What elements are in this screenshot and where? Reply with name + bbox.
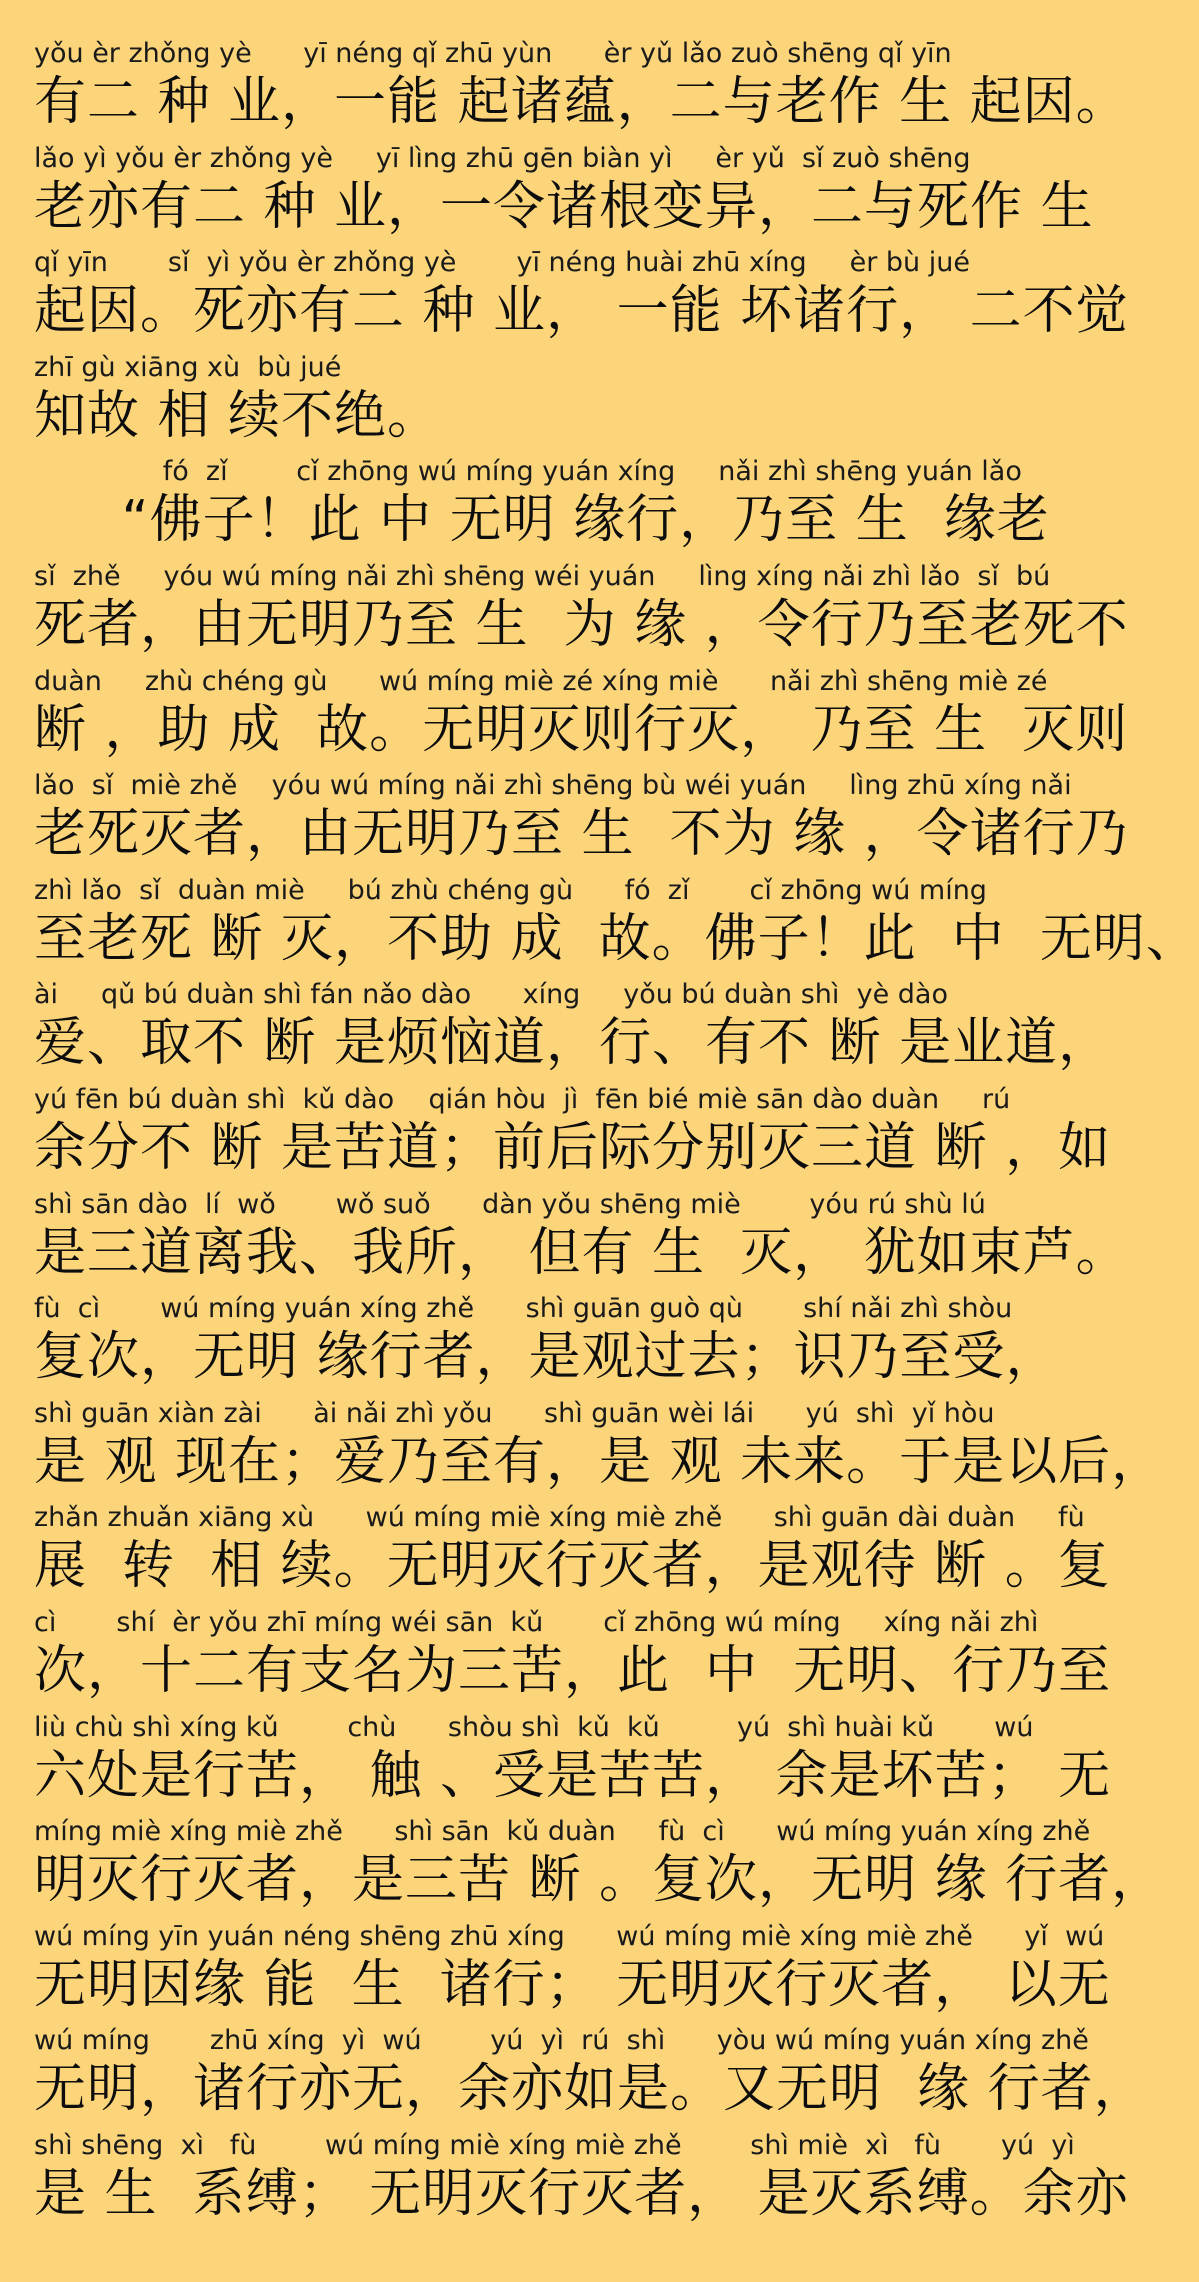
text-line [34, 456, 1050, 561]
hanzi-line: 六处是行苦， 触 、受是苦苦， 余是坏苦； 无 [34, 1745, 1112, 1806]
pinyin-line: yú fēn bú duàn shì kǔ dào qián hòu jì fēn bié miè sān dào duàn rú [34, 1083, 1011, 1115]
hanzi-line: 爱、取不 断 是烦恼道，行、有不 断 是业道， [34, 1013, 1112, 1074]
hanzi-line: 老死灭者，由无明乃至 生 不为 缘 ，令诸行乃 [34, 804, 1129, 865]
hanzi-line: 有二 种 业，一能 起诸蕴，二与老作 生 起因。 [34, 72, 1129, 132]
text-line [34, 979, 1112, 1084]
hanzi-line: 是三道离我、我所， 但有 生 灭， 犹如束芦。 [34, 1222, 1129, 1283]
pinyin-line: qǐ yīn sǐ yì yǒu èr zhǒng yè yī néng huài zhū xíng èr bù jué [34, 247, 970, 279]
hanzi-line: 明灭行灭者，是三苦 断 。复次，无明 缘 行者， [34, 1850, 1165, 1911]
pinyin-line: shì shēng xì fù wú míng miè xíng miè zhě shì miè xì fù yú yì [34, 2129, 1075, 2161]
hanzi-line: 次，十二有支名为三苦，此 中 无明、行乃至 [34, 1640, 1112, 1701]
pinyin-line: duàn zhù chéng gù wú míng miè zé xíng miè nǎi zhì shēng miè zé [34, 665, 1048, 697]
hanzi-line: 断 ，助 成 故。无明灭则行灭， 乃至 生 灭则 [34, 699, 1129, 760]
text-line [34, 352, 1046, 457]
pinyin-line: yǒu èr zhǒng yè yī néng qǐ zhū yùn èr yǔ lǎo zuò shēng qǐ yīn [34, 38, 952, 69]
text-line [34, 1816, 1165, 1921]
text-line [34, 1083, 1112, 1189]
pinyin-line: fó zǐ cǐ zhōng wú míng yuán xíng nǎi zhì shēng yuán lǎo [34, 456, 1022, 488]
pinyin-line: sǐ zhě yóu wú míng nǎi zhì shēng wéi yuán lìng xíng nǎi zhì lǎo sǐ bú [34, 560, 1051, 592]
hanzi-line: 死者，由无明乃至 生 为 缘 ，令行乃至老死不 [34, 594, 1129, 655]
hanzi-line: 展 转 相 续。无明灭行灭者，是观待 断 。复 [34, 1536, 1111, 1597]
pinyin-line: zhì lǎo sǐ duàn miè bú zhù chéng gù fó zǐ cǐ zhōng wú míng [34, 874, 987, 906]
hanzi-line: 老亦有二 种 业，一令诸根变异，二与死作 生 [34, 176, 1094, 237]
text-line [34, 2025, 1147, 2130]
pinyin-line: wú míng yīn yuán néng shēng zhū xíng wú míng miè xíng miè zhě yǐ wú [34, 1920, 1105, 1952]
hanzi-line: 余分不 断 是苦道；前后际分别灭三道 断 ，如 [34, 1117, 1112, 1178]
text-line [34, 38, 1129, 143]
pinyin-line: lǎo sǐ miè zhě yóu wú míng nǎi zhì shēng bù wéi yuán lìng zhū xíng nǎi [34, 770, 1072, 802]
pinyin-line: cì shí èr yǒu zhī míng wéi sān kǔ cǐ zhōng wú míng xíng nǎi zhì [34, 1606, 1039, 1638]
hanzi-line: 复次，无明 缘行者，是观过去；识乃至受， [34, 1327, 1059, 1388]
text-line [34, 2129, 1129, 2235]
pinyin-line: ài qǔ bú duàn shì fán nǎo dào xíng yǒu bú duàn shì yè dào [34, 979, 948, 1011]
hanzi-line: 知故 相 续不绝。 [34, 385, 441, 446]
hanzi-line: 至老死 断 灭，不助 成 故。佛子！此 中 无明、 [34, 908, 1199, 969]
pinyin-line: zhī gù xiāng xù bù jué [34, 351, 342, 383]
hanzi-line: “佛子！此 中 无明 缘行，乃至 生 缘老 [34, 490, 1050, 551]
text-line [34, 1188, 1129, 1294]
text-line [34, 1606, 1112, 1712]
text-line [34, 142, 1094, 248]
text-line [34, 1502, 1111, 1607]
hanzi-line: 无明因缘 能 生 诸行； 无明灭行灭者， 以无 [34, 1954, 1111, 2015]
pinyin-line: wú míng zhū xíng yì wú yú yì rú shì yòu wú míng yuán xíng zhě [34, 2025, 1089, 2057]
text-line [34, 874, 1199, 980]
text-line [34, 1920, 1111, 2026]
hanzi-line: 是 观 现在；爱乃至有，是 观 未来。于是以后， [34, 1431, 1165, 1492]
text-line [34, 770, 1129, 875]
text-line [34, 1293, 1059, 1398]
pinyin-line: lǎo yì yǒu èr zhǒng yè yī lìng zhū gēn biàn yì èr yǔ sǐ zuò shēng [34, 142, 971, 174]
pinyin-line: zhǎn zhuǎn xiāng xù wú míng miè xíng miè zhě shì guān dài duàn fù [34, 1502, 1085, 1534]
text-line [34, 1711, 1112, 1817]
pinyin-line: fù cì wú míng yuán xíng zhě shì guān guò qù shí nǎi zhì shòu [34, 1293, 1013, 1325]
pinyin-line: shì sān dào lí wǒ wǒ suǒ dàn yǒu shēng miè yóu rú shù lú [34, 1188, 986, 1220]
pinyin-line: míng miè xíng miè zhě shì sān kǔ duàn fù cì wú míng yuán xíng zhě [34, 1816, 1091, 1848]
hanzi-line: 是 生 系缚； 无明灭行灭者， 是灭系缚。余亦 [34, 2163, 1129, 2224]
text-line [34, 560, 1129, 666]
hanzi-line: 无明，诸行亦无，余亦如是。又无明 缘 行者， [34, 2059, 1147, 2120]
pinyin-line: shì guān xiàn zài ài nǎi zhì yǒu shì guān wèi lái yú shì yǐ hòu [34, 1397, 995, 1429]
text-line [34, 665, 1129, 771]
pinyin-line: liù chù shì xíng kǔ chù shòu shì kǔ kǔ yú shì huài kǔ wú [34, 1711, 1034, 1743]
hanzi-line: 起因。死亦有二 种 业， 一能 坏诸行， 二不觉 [34, 281, 1129, 342]
text-line [34, 247, 1129, 352]
text-line [34, 1397, 1165, 1503]
